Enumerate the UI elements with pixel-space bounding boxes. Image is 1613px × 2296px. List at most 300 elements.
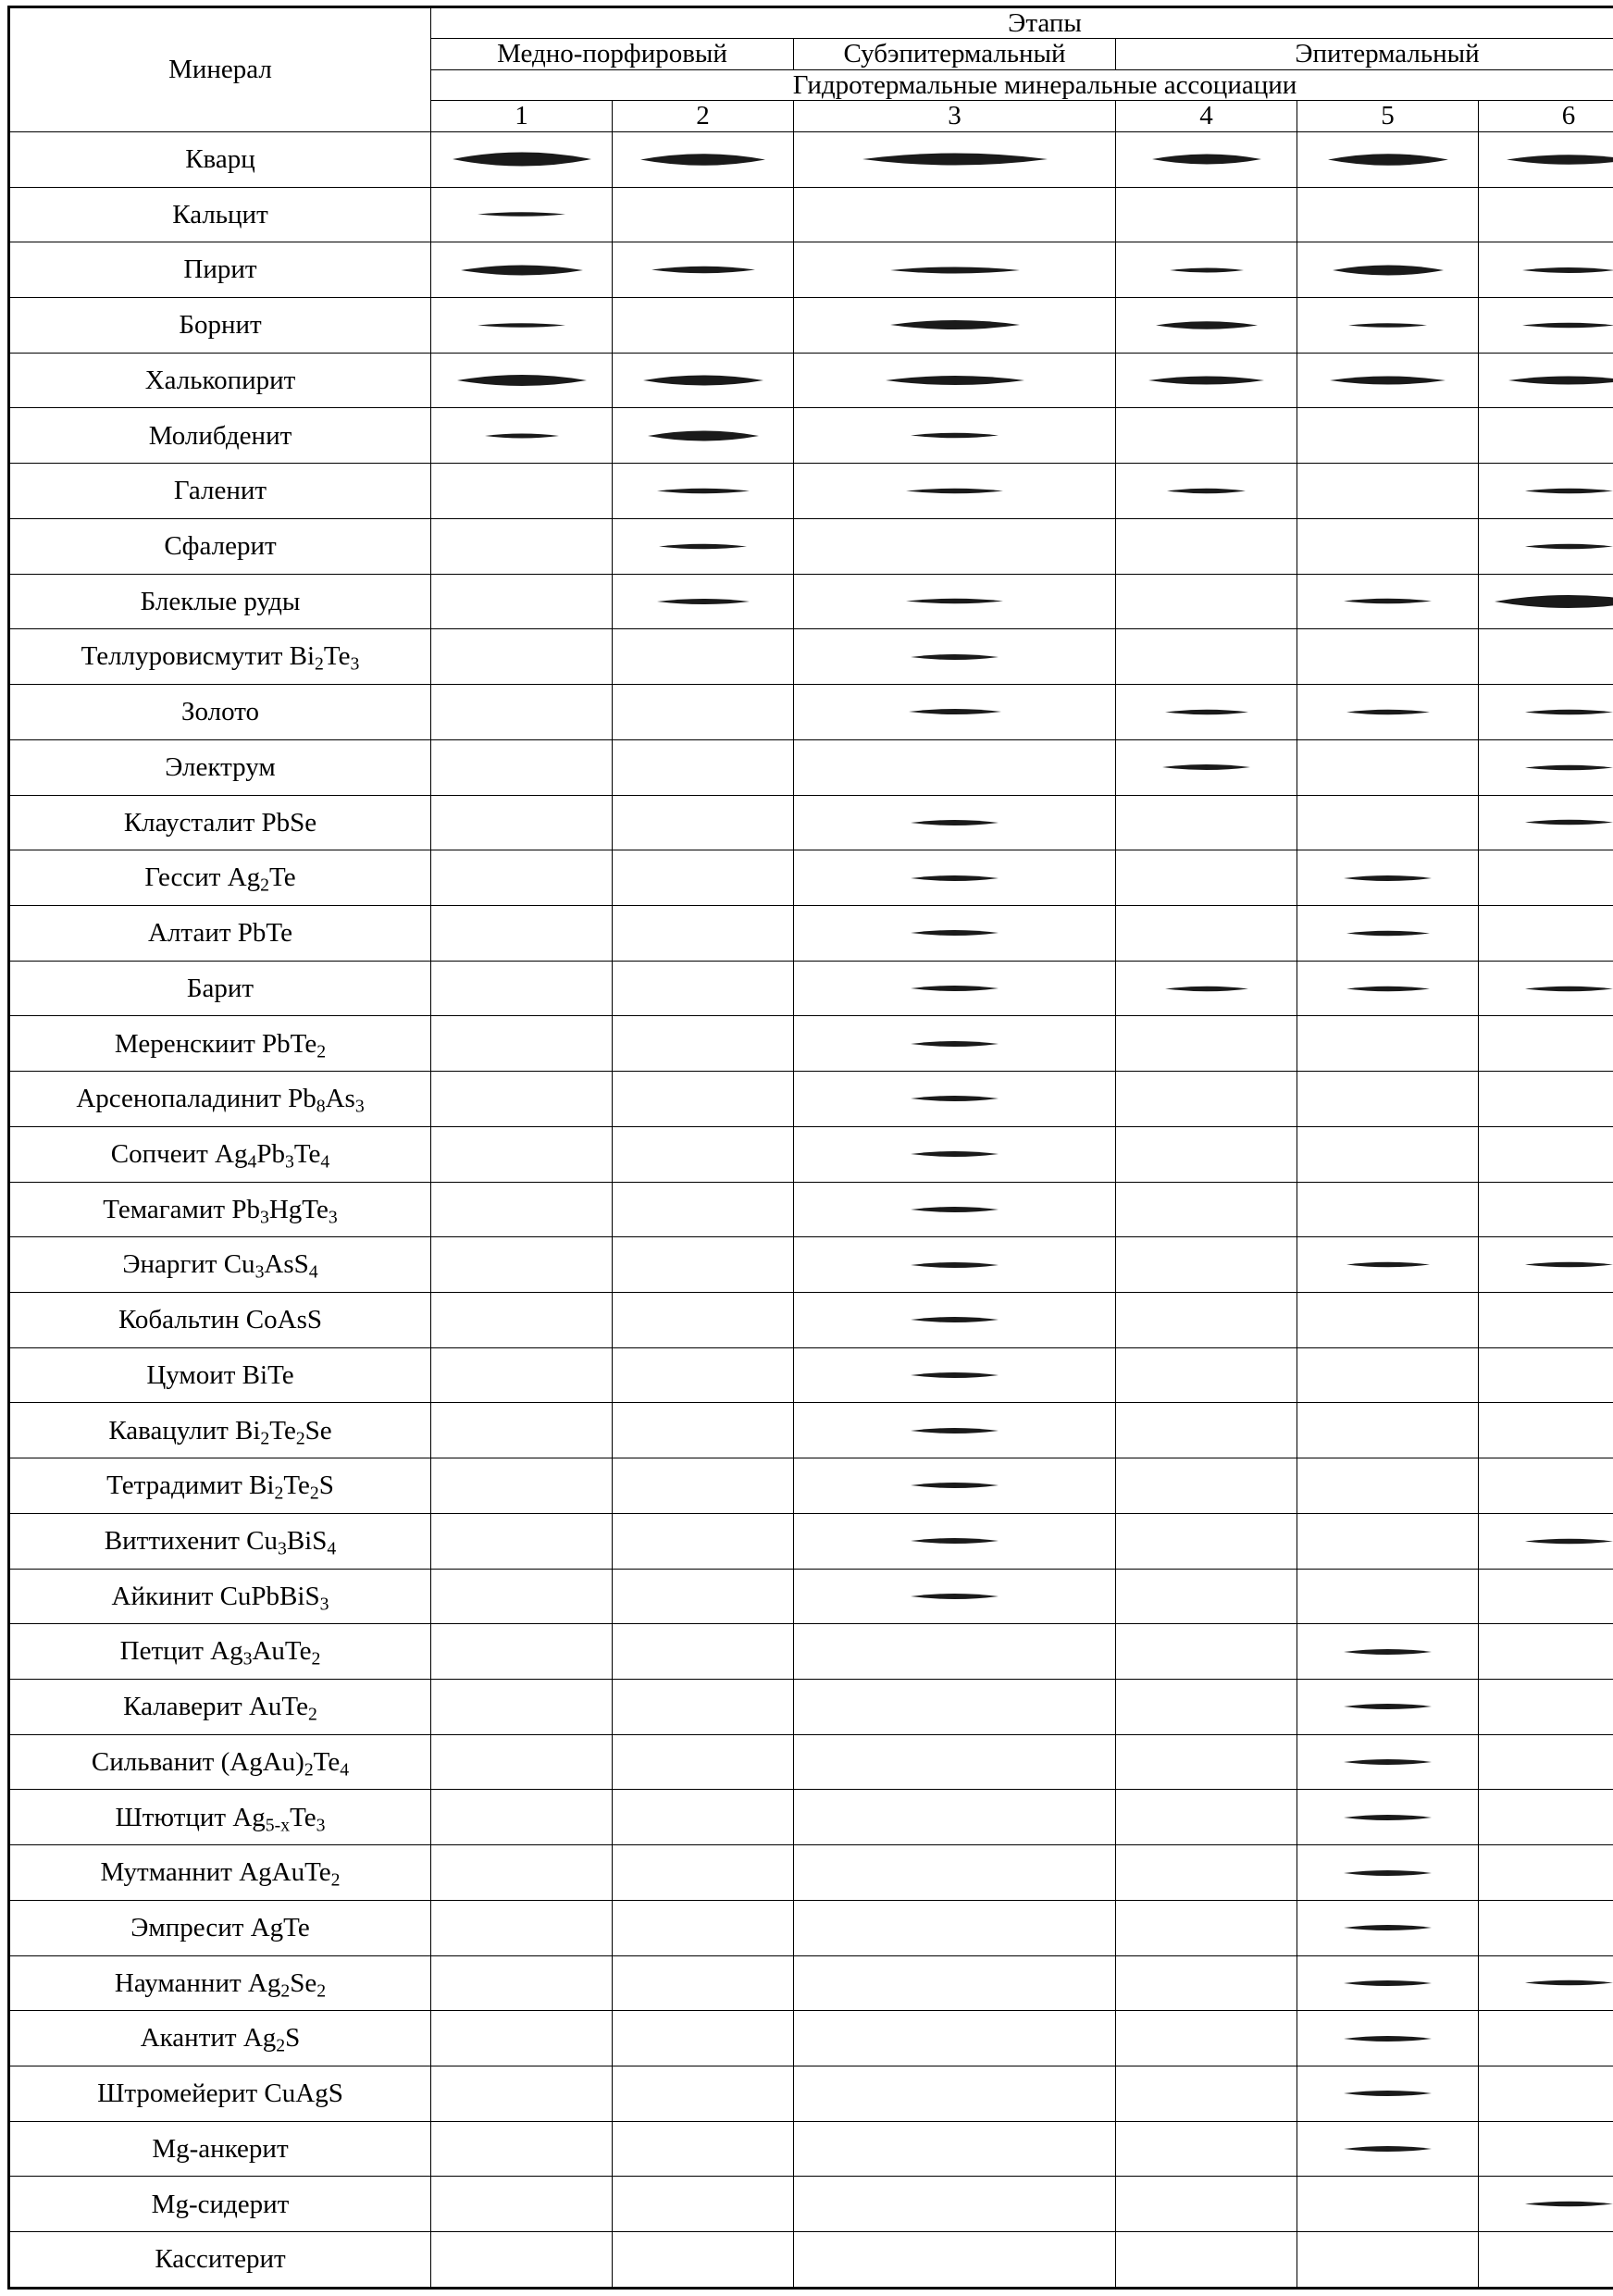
- association-cell: [1297, 518, 1479, 574]
- mineral-name-cell: Барит: [9, 961, 431, 1016]
- association-cell: [613, 739, 794, 795]
- mineral-name-cell: Эмпресит AgTe: [9, 1900, 431, 1955]
- association-cell: [613, 795, 794, 850]
- association-cell: [794, 1237, 1116, 1293]
- association-cell: [431, 1182, 613, 1237]
- association-cell: [1116, 739, 1297, 795]
- association-cell: [613, 518, 794, 574]
- association-cell: [1297, 1072, 1479, 1127]
- table-row: [9, 1624, 1613, 1680]
- mineral-name-cell: Сильванит $(AgAu)_2Te_4$: [9, 1734, 431, 1790]
- association-cell: [1479, 1016, 1613, 1072]
- abundance-lens-icon: [1525, 1260, 1613, 1270]
- association-cell: [1479, 1126, 1613, 1182]
- abundance-lens-icon: [453, 145, 591, 173]
- mineral-name-cell: Мутманнит AgAuTe$_2$: [9, 1845, 431, 1901]
- mineral-name-cell: Цумоит BiTe: [9, 1347, 431, 1403]
- abundance-lens-icon: [659, 541, 747, 552]
- association-cell: [431, 1955, 613, 2011]
- abundance-lens-icon: [1525, 1978, 1613, 1988]
- mineral-name-cell: Кварц: [9, 131, 431, 187]
- mineral-name-cell: Клаусталит PbSe: [9, 795, 431, 850]
- association-cell: [1116, 1016, 1297, 1072]
- association-cell: [1479, 2066, 1613, 2122]
- association-cell: [431, 850, 613, 906]
- association-cell: [1116, 905, 1297, 961]
- association-cell: [431, 795, 613, 850]
- abundance-lens-icon: [1344, 1701, 1432, 1712]
- association-cell: [1297, 961, 1479, 1016]
- association-cell: [613, 1680, 794, 1735]
- table-row: [9, 298, 1613, 354]
- abundance-lens-icon: [1344, 2088, 1432, 2099]
- association-cell: [794, 298, 1116, 354]
- abundance-lens-icon: [1344, 1646, 1432, 1657]
- association-cell: [1479, 2011, 1613, 2066]
- abundance-lens-icon: [651, 263, 755, 277]
- table-row: [9, 1237, 1613, 1293]
- mineral-name-cell: Халькопирит: [9, 353, 431, 408]
- association-cell: [613, 2232, 794, 2289]
- abundance-lens-icon: [1346, 928, 1430, 938]
- table-row: [9, 518, 1613, 574]
- abundance-lens-icon: [909, 706, 1001, 717]
- association-cell: [1116, 1790, 1297, 1845]
- abundance-lens-icon: [640, 148, 765, 171]
- association-cell: [1116, 850, 1297, 906]
- abundance-lens-icon: [911, 1204, 999, 1215]
- abundance-lens-icon: [457, 369, 587, 391]
- association-cell: [431, 1072, 613, 1127]
- abundance-lens-icon: [886, 371, 1024, 390]
- abundance-lens-icon: [1525, 817, 1613, 827]
- mineral-name-cell: Темагамит $Pb_3HgTe_3$: [9, 1182, 431, 1237]
- abundance-lens-icon: [1495, 589, 1613, 614]
- association-cell: [1297, 2121, 1479, 2177]
- association-cell: [613, 1513, 794, 1569]
- association-cell: [1297, 574, 1479, 629]
- association-cell: [1297, 1403, 1479, 1458]
- association-cell: [1116, 1237, 1297, 1293]
- abundance-lens-icon: [1344, 1922, 1432, 1933]
- table-row: [9, 2177, 1613, 2232]
- association-cell: [1479, 1458, 1613, 1514]
- association-cell: [613, 574, 794, 629]
- abundance-lens-icon: [911, 873, 999, 884]
- association-cell: [1116, 131, 1297, 187]
- table-body: [9, 131, 1613, 2288]
- abundance-lens-icon: [1344, 2033, 1432, 2044]
- association-cell: [431, 2177, 613, 2232]
- header-stage-subepithermal: Субэпитермальный: [794, 39, 1116, 69]
- association-cell: [794, 1458, 1116, 1514]
- table-row: [9, 408, 1613, 464]
- mineral-name-cell: Петцит $Ag_3AuTe_2$: [9, 1624, 431, 1680]
- abundance-lens-icon: [862, 147, 1048, 171]
- table-row: [9, 739, 1613, 795]
- association-cell: [613, 2121, 794, 2177]
- mineral-name-cell: Гессит $Ag_2Te$: [9, 850, 431, 906]
- association-cell: [794, 1624, 1116, 1680]
- association-cell: [613, 1126, 794, 1182]
- table-row: [9, 187, 1613, 242]
- abundance-lens-icon: [1344, 2143, 1432, 2154]
- table-row: [9, 2232, 1613, 2289]
- association-cell: [794, 1403, 1116, 1458]
- association-cell: [431, 1680, 613, 1735]
- association-cell: [613, 408, 794, 464]
- association-cell: [1479, 131, 1613, 187]
- abundance-lens-icon: [1165, 707, 1248, 717]
- association-cell: [613, 464, 794, 519]
- association-cell: [431, 353, 613, 408]
- header-stage-porphyry: Медно-порфировый: [431, 39, 794, 69]
- abundance-lens-icon: [911, 652, 999, 663]
- association-cell: [613, 629, 794, 685]
- association-cell: [1479, 2177, 1613, 2232]
- association-cell: [431, 961, 613, 1016]
- mineral-name-cell: Блеклые руды: [9, 574, 431, 629]
- abundance-lens-icon: [911, 817, 999, 828]
- association-cell: [794, 2177, 1116, 2232]
- abundance-lens-icon: [911, 1535, 999, 1546]
- abundance-lens-icon: [911, 927, 999, 938]
- association-cell: [1297, 685, 1479, 740]
- association-cell: [794, 353, 1116, 408]
- association-cell: [613, 298, 794, 354]
- association-cell: [794, 242, 1116, 298]
- association-cell: [613, 1347, 794, 1403]
- association-cell: [613, 187, 794, 242]
- abundance-lens-icon: [1522, 320, 1613, 330]
- association-cell: [1116, 1458, 1297, 1514]
- association-cell: [431, 574, 613, 629]
- abundance-lens-icon: [1346, 707, 1430, 717]
- mineral-name-cell: Штромейерит CuAgS: [9, 2066, 431, 2122]
- abundance-lens-icon: [1344, 873, 1432, 884]
- association-cell: [1297, 1955, 1479, 2011]
- mineral-name-cell: Штютцит $Ag_{5-x}Te_3$: [9, 1790, 431, 1845]
- association-cell: [431, 1845, 613, 1901]
- table-header: [9, 7, 1613, 132]
- mineral-name-cell: Арсенопаладинит $Pb_8As_3$: [9, 1072, 431, 1127]
- association-cell: [794, 574, 1116, 629]
- association-cell: [1116, 2232, 1297, 2289]
- association-cell: [1116, 1680, 1297, 1735]
- abundance-lens-icon: [1156, 317, 1258, 333]
- mineral-name-cell: Науманнит $Ag_2Se_2$: [9, 1955, 431, 2011]
- association-cell: [1116, 1072, 1297, 1127]
- association-cell: [431, 2011, 613, 2066]
- mineral-name-cell: Энаргит $Cu_3AsS_4$: [9, 1237, 431, 1293]
- abundance-lens-icon: [648, 426, 759, 446]
- abundance-lens-icon: [911, 983, 999, 994]
- abundance-lens-icon: [1152, 149, 1261, 169]
- association-cell: [613, 1182, 794, 1237]
- association-cell: [794, 1016, 1116, 1072]
- association-cell: [1479, 353, 1613, 408]
- association-cell: [431, 1347, 613, 1403]
- association-cell: [613, 1790, 794, 1845]
- abundance-lens-icon: [906, 596, 1003, 606]
- abundance-lens-icon: [1328, 148, 1448, 171]
- mineral-name-cell: Виттихенит $Cu_3BiS_4$: [9, 1513, 431, 1569]
- association-cell: [1297, 1126, 1479, 1182]
- association-cell: [1479, 187, 1613, 242]
- abundance-lens-icon: [911, 1093, 999, 1104]
- abundance-lens-icon: [1333, 260, 1444, 280]
- abundance-lens-icon: [1522, 265, 1613, 276]
- association-cell: [1116, 1292, 1297, 1347]
- mineral-name-cell: Борнит: [9, 298, 431, 354]
- association-cell: [1116, 1955, 1297, 2011]
- association-cell: [613, 353, 794, 408]
- association-cell: [794, 2011, 1116, 2066]
- association-cell: [1297, 1513, 1479, 1569]
- abundance-lens-icon: [478, 321, 565, 329]
- mineral-name-cell: Меренскиит PbTe$_2$: [9, 1016, 431, 1072]
- association-cell: [1479, 464, 1613, 519]
- abundance-lens-icon: [890, 264, 1020, 277]
- association-cell: [1116, 1845, 1297, 1901]
- mineral-name-cell: Золото: [9, 685, 431, 740]
- abundance-lens-icon: [461, 260, 583, 280]
- association-cell: [1116, 298, 1297, 354]
- association-cell: [1479, 905, 1613, 961]
- table-row: [9, 1790, 1613, 1845]
- association-cell: [431, 1403, 613, 1458]
- association-cell: [1297, 1182, 1479, 1237]
- association-cell: [794, 1072, 1116, 1127]
- abundance-lens-icon: [1167, 486, 1246, 496]
- association-cell: [1116, 1513, 1297, 1569]
- association-cell: [431, 464, 613, 519]
- header-mineral: Минерал: [9, 7, 431, 132]
- association-cell: [1479, 685, 1613, 740]
- association-cell: [794, 1292, 1116, 1347]
- association-cell: [1479, 2232, 1613, 2289]
- table-row: [9, 464, 1613, 519]
- association-cell: [1297, 795, 1479, 850]
- association-cell: [613, 850, 794, 906]
- association-cell: [794, 905, 1116, 961]
- association-cell: [1297, 629, 1479, 685]
- association-cell: [1116, 2121, 1297, 2177]
- table-row: [9, 2011, 1613, 2066]
- association-cell: [431, 131, 613, 187]
- association-cell: [794, 518, 1116, 574]
- table-row: [9, 242, 1613, 298]
- association-cell: [1479, 1624, 1613, 1680]
- mineral-name-cell: Сопчеит $Ag_4Pb_3Te_4$: [9, 1126, 431, 1182]
- association-cell: [1297, 464, 1479, 519]
- table-row: [9, 1072, 1613, 1127]
- abundance-lens-icon: [911, 430, 999, 441]
- header-col-1: 1: [431, 101, 613, 131]
- association-cell: [1116, 518, 1297, 574]
- association-cell: [431, 242, 613, 298]
- table-row: [9, 1403, 1613, 1458]
- abundance-lens-icon: [1344, 1868, 1432, 1879]
- association-cell: [794, 795, 1116, 850]
- association-cell: [613, 2066, 794, 2122]
- association-cell: [613, 1292, 794, 1347]
- table-row: [9, 1845, 1613, 1901]
- mineral-association-table: [7, 6, 1613, 2290]
- association-cell: [1297, 1790, 1479, 1845]
- association-cell: [613, 1845, 794, 1901]
- abundance-lens-icon: [1344, 596, 1432, 606]
- association-cell: [1479, 408, 1613, 464]
- association-cell: [1479, 1569, 1613, 1624]
- association-cell: [1479, 1900, 1613, 1955]
- association-cell: [1479, 1790, 1613, 1845]
- abundance-lens-icon: [1346, 1260, 1430, 1270]
- abundance-lens-icon: [478, 210, 565, 218]
- table-row: [9, 1458, 1613, 1514]
- abundance-lens-icon: [906, 486, 1003, 496]
- abundance-lens-icon: [1525, 984, 1613, 994]
- header-col-3: 3: [794, 101, 1116, 131]
- association-cell: [1116, 685, 1297, 740]
- header-stage-epithermal: Эпитермальный: [1116, 39, 1613, 69]
- association-cell: [1479, 850, 1613, 906]
- table-row: [9, 1347, 1613, 1403]
- association-cell: [1479, 961, 1613, 1016]
- association-cell: [1297, 1845, 1479, 1901]
- abundance-lens-icon: [1170, 266, 1244, 275]
- abundance-lens-icon: [911, 1314, 999, 1325]
- association-cell: [1297, 1237, 1479, 1293]
- association-cell: [794, 1569, 1116, 1624]
- association-cell: [794, 1182, 1116, 1237]
- association-cell: [1479, 795, 1613, 850]
- association-cell: [1297, 905, 1479, 961]
- abundance-lens-icon: [1348, 321, 1427, 329]
- mineral-name-cell: Пирит: [9, 242, 431, 298]
- association-cell: [431, 187, 613, 242]
- table-row: [9, 353, 1613, 408]
- association-cell: [613, 1900, 794, 1955]
- association-cell: [794, 408, 1116, 464]
- table-row: [9, 629, 1613, 685]
- association-cell: [1297, 353, 1479, 408]
- abundance-lens-icon: [1344, 1812, 1432, 1823]
- header-col-6: 6: [1479, 101, 1613, 131]
- association-cell: [1297, 1458, 1479, 1514]
- association-cell: [1297, 1347, 1479, 1403]
- association-cell: [613, 1624, 794, 1680]
- association-cell: [1116, 2011, 1297, 2066]
- association-cell: [613, 2177, 794, 2232]
- abundance-lens-icon: [911, 1370, 999, 1381]
- header-col-4: 4: [1116, 101, 1297, 131]
- association-cell: [1297, 1569, 1479, 1624]
- mineral-name-cell: Касситерит: [9, 2232, 431, 2289]
- abundance-lens-icon: [1344, 1978, 1432, 1989]
- association-cell: [613, 1403, 794, 1458]
- association-cell: [1479, 1513, 1613, 1569]
- abundance-lens-icon: [1525, 2199, 1613, 2209]
- association-cell: [794, 1900, 1116, 1955]
- association-cell: [613, 131, 794, 187]
- association-cell: [1297, 1016, 1479, 1072]
- association-cell: [431, 2121, 613, 2177]
- table-row: [9, 795, 1613, 850]
- table-row: [9, 905, 1613, 961]
- association-cell: [1479, 1072, 1613, 1127]
- association-cell: [1479, 1680, 1613, 1735]
- abundance-lens-icon: [1525, 763, 1613, 773]
- association-cell: [1116, 1347, 1297, 1403]
- association-cell: [1479, 1403, 1613, 1458]
- association-cell: [613, 2011, 794, 2066]
- association-cell: [1297, 1734, 1479, 1790]
- association-cell: [1479, 1182, 1613, 1237]
- abundance-lens-icon: [643, 370, 763, 391]
- abundance-lens-icon: [911, 1591, 999, 1602]
- association-cell: [1116, 961, 1297, 1016]
- abundance-lens-icon: [911, 1260, 999, 1271]
- table-row: [9, 574, 1613, 629]
- association-cell: [431, 685, 613, 740]
- association-cell: [1479, 298, 1613, 354]
- abundance-lens-icon: [1525, 1536, 1613, 1546]
- mineral-name-cell: Галенит: [9, 464, 431, 519]
- table-row: [9, 685, 1613, 740]
- abundance-lens-icon: [1525, 541, 1613, 552]
- association-cell: [794, 961, 1116, 1016]
- table-row: [9, 131, 1613, 187]
- association-cell: [613, 1734, 794, 1790]
- association-cell: [431, 298, 613, 354]
- association-cell: [1297, 739, 1479, 795]
- association-cell: [1479, 1347, 1613, 1403]
- mineral-name-cell: Теллуровисмутит $Bi_2Te_3$: [9, 629, 431, 685]
- association-cell: [613, 1237, 794, 1293]
- association-cell: [613, 685, 794, 740]
- table-row: [9, 1680, 1613, 1735]
- association-cell: [1116, 408, 1297, 464]
- association-cell: [1297, 242, 1479, 298]
- abundance-lens-icon: [911, 1480, 999, 1491]
- association-cell: [1297, 1680, 1479, 1735]
- association-cell: [1297, 1624, 1479, 1680]
- association-cell: [431, 905, 613, 961]
- association-cell: [794, 1734, 1116, 1790]
- association-cell: [794, 2066, 1116, 2122]
- mineral-name-cell: Сфалерит: [9, 518, 431, 574]
- header-associations: Гидротермальные минеральные ассоциации: [431, 69, 1613, 100]
- association-cell: [1479, 739, 1613, 795]
- association-cell: [794, 131, 1116, 187]
- mineral-name-cell: Кавацулит $Bi_2Te_2Se$: [9, 1403, 431, 1458]
- abundance-lens-icon: [1525, 486, 1613, 496]
- association-cell: [613, 905, 794, 961]
- abundance-lens-icon: [1507, 150, 1613, 169]
- association-cell: [1297, 2011, 1479, 2066]
- association-cell: [1116, 1403, 1297, 1458]
- abundance-lens-icon: [1346, 984, 1430, 994]
- association-cell: [1116, 574, 1297, 629]
- association-cell: [431, 2232, 613, 2289]
- header-stages: Этапы: [431, 7, 1613, 39]
- table-row: [9, 2121, 1613, 2177]
- abundance-lens-icon: [911, 1425, 999, 1436]
- association-cell: [1116, 1569, 1297, 1624]
- association-cell: [1116, 2177, 1297, 2232]
- association-cell: [794, 1126, 1116, 1182]
